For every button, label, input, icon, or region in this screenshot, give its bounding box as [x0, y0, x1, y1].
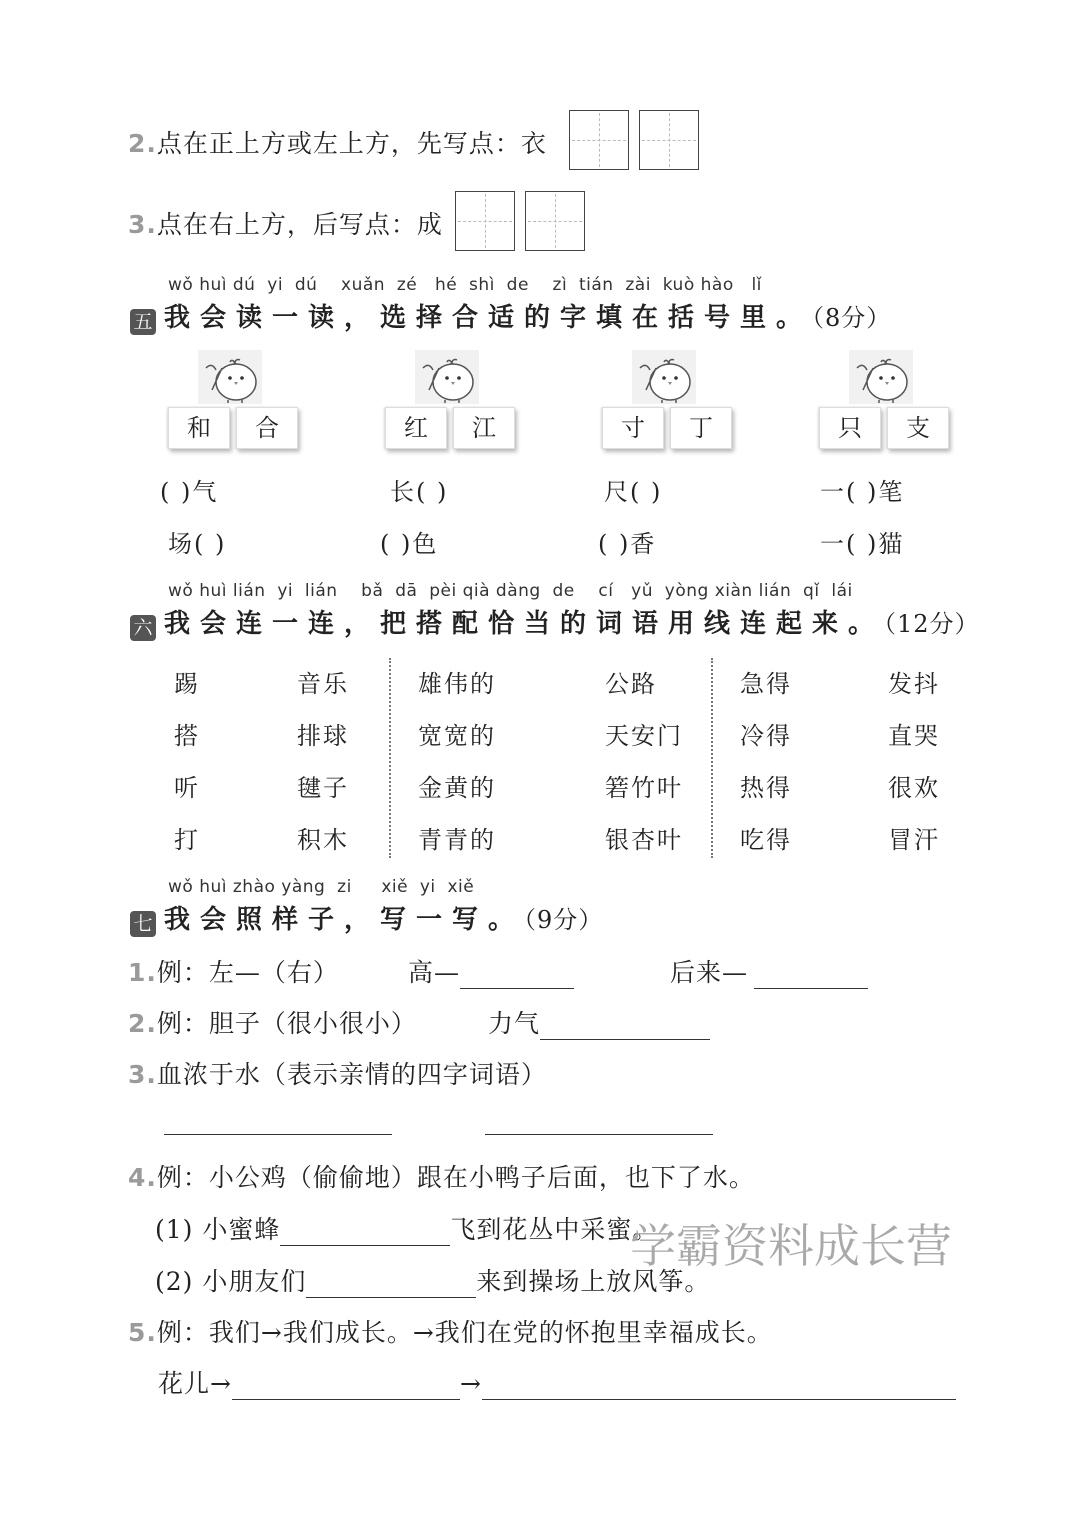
q4-s2-prefix: (2) 小朋友们	[155, 1267, 307, 1296]
column-divider	[389, 658, 391, 858]
char-card: 和	[168, 407, 230, 449]
match-word[interactable]: 排球	[297, 722, 349, 750]
question-4	[128, 1158, 755, 1194]
match-word[interactable]: 箬竹叶	[605, 774, 683, 802]
chick-icon	[849, 350, 913, 404]
match-word[interactable]: 搭	[174, 722, 200, 750]
section-7-heading	[130, 899, 603, 937]
writing-grid-box[interactable]	[639, 110, 699, 170]
q2-item-1-label: 力气	[488, 1009, 541, 1038]
answer-blank[interactable]	[164, 1134, 392, 1135]
rule-2-number: 2.	[128, 129, 157, 158]
section-5-badge: 五	[130, 309, 156, 335]
section-6-title	[164, 609, 980, 639]
match-word[interactable]: 毽子	[297, 774, 349, 802]
match-word[interactable]: 音乐	[297, 670, 349, 698]
q1-item-2	[670, 953, 868, 989]
match-word[interactable]: 直哭	[888, 722, 940, 750]
rule-2	[128, 124, 547, 160]
rule-3-number: 3.	[128, 210, 157, 239]
q5-answer	[158, 1364, 956, 1400]
match-word[interactable]: 银杏叶	[605, 826, 683, 854]
match-word[interactable]: 冷得	[740, 722, 792, 750]
fill-blank-item[interactable]: 尺( )	[604, 478, 663, 506]
char-card: 只	[819, 407, 881, 449]
char-card: 江	[453, 407, 515, 449]
section-5-heading	[130, 297, 891, 335]
answer-blank[interactable]	[540, 1011, 710, 1040]
chick-icon	[198, 350, 262, 404]
match-word[interactable]: 听	[174, 774, 200, 802]
fill-blank-item[interactable]: 场( )	[168, 530, 227, 558]
char-card: 寸	[602, 407, 664, 449]
q4-s2-suffix: 来到操场上放风筝。	[476, 1267, 711, 1296]
q2-example: 例：胆子（很小很小）	[156, 1009, 417, 1038]
match-word[interactable]: 发抖	[888, 670, 940, 698]
match-word[interactable]: 宽宽的	[418, 722, 496, 750]
match-word[interactable]: 很欢	[888, 774, 940, 802]
match-word[interactable]: 吃得	[740, 826, 792, 854]
chick-icon	[632, 350, 696, 404]
rule-3-text: 点在右上方，后写点：成	[156, 210, 443, 239]
match-word[interactable]: 打	[174, 826, 200, 854]
fill-blank-item[interactable]: ( )色	[380, 530, 439, 558]
answer-blank[interactable]	[460, 960, 574, 989]
match-word[interactable]: 急得	[740, 670, 792, 698]
q3-text: 血浓于水（表示亲情的四字词语）	[156, 1060, 547, 1089]
q4-example: 例：小公鸡（偷偷地）跟在小鸭子后面，也下了水。	[156, 1163, 755, 1192]
question-2	[128, 1004, 417, 1040]
section-5-title	[164, 303, 891, 333]
section-5-score: （8分）	[812, 304, 892, 332]
answer-blank[interactable]	[754, 960, 868, 989]
q5-example: 例：我们→我们成长。→我们在党的怀抱里幸福成长。	[156, 1318, 773, 1347]
match-word[interactable]: 冒汗	[888, 826, 940, 854]
q1-item-1-label: 高—	[408, 958, 461, 987]
answer-blank[interactable]	[306, 1269, 476, 1298]
q5-number: 5.	[128, 1318, 157, 1347]
q4-s1-suffix: 飞到花丛中采蜜。	[450, 1215, 659, 1244]
question-5	[128, 1313, 773, 1349]
chick-icon	[415, 350, 479, 404]
section-6-title-text: 我会连一连，把搭配恰当的词语用线连起来。	[164, 609, 885, 639]
char-card: 丁	[670, 407, 732, 449]
q5-start: 花儿→	[158, 1369, 232, 1398]
match-word[interactable]: 公路	[605, 670, 657, 698]
q3-number: 3.	[128, 1060, 157, 1089]
q4-number: 4.	[128, 1163, 157, 1192]
section-5-title-text: 我会读一读，选择合适的字填在括号里。	[164, 303, 813, 333]
char-card: 红	[385, 407, 447, 449]
answer-blank[interactable]	[232, 1371, 460, 1400]
writing-grid-box[interactable]	[569, 110, 629, 170]
answer-blank[interactable]	[280, 1217, 450, 1246]
q4-sentence-1	[155, 1210, 658, 1246]
match-word[interactable]: 青青的	[418, 826, 496, 854]
fill-blank-item[interactable]: ( )香	[598, 530, 657, 558]
answer-blank[interactable]	[485, 1134, 713, 1135]
char-card: 合	[236, 407, 298, 449]
match-word[interactable]: 热得	[740, 774, 792, 802]
writing-grid-box[interactable]	[525, 191, 585, 251]
match-word[interactable]: 踢	[174, 670, 200, 698]
section-6-badge: 六	[130, 615, 156, 641]
fill-blank-item[interactable]: ( )气	[160, 478, 219, 506]
section-7-score: （9分）	[524, 906, 604, 934]
section-6-heading	[130, 603, 980, 641]
match-word[interactable]: 天安门	[605, 722, 683, 750]
q1-number: 1.	[128, 958, 157, 987]
answer-blank[interactable]	[482, 1371, 956, 1400]
match-word[interactable]: 雄伟的	[418, 670, 496, 698]
char-card: 支	[887, 407, 949, 449]
q1-example: 例：左—（右）	[156, 958, 339, 987]
question-1	[128, 953, 339, 989]
q2-item-1	[488, 1004, 710, 1040]
section-7-title	[164, 905, 603, 935]
match-word[interactable]: 金黄的	[418, 774, 496, 802]
fill-blank-item[interactable]: 一( )猫	[820, 530, 905, 558]
section-7-badge: 七	[130, 911, 156, 937]
rule-2-text: 点在正上方或左上方，先写点：衣	[156, 129, 547, 158]
section-7-pinyin: wǒ huì zhào yàng zi xiě yi xiě	[168, 877, 475, 897]
section-6-pinyin: wǒ huì lián yi lián bǎ dā pèi qià dàng de cí yǔ yòng xiàn lián qǐ lái	[168, 581, 853, 601]
q1-item-1	[408, 953, 574, 989]
q1-item-2-label: 后来—	[670, 958, 749, 987]
q5-arrow: →	[459, 1369, 482, 1398]
q4-sentence-2	[155, 1262, 710, 1298]
section-5-pinyin: wǒ huì dú yi dú xuǎn zé hé shì de zì tián zài kuò hào lǐ	[168, 275, 762, 295]
section-7-title-text: 我会照样子，写一写。	[164, 905, 525, 935]
question-3	[128, 1055, 547, 1091]
q2-number: 2.	[128, 1009, 157, 1038]
fill-blank-item[interactable]: 长( )	[390, 478, 449, 506]
q4-s1-prefix: (1) 小蜜蜂	[155, 1215, 281, 1244]
column-divider	[711, 658, 713, 858]
writing-grid-box[interactable]	[455, 191, 515, 251]
fill-blank-item[interactable]: 一( )笔	[820, 478, 905, 506]
rule-3	[128, 205, 443, 241]
match-word[interactable]: 积木	[297, 826, 349, 854]
section-6-score: （12分）	[884, 610, 980, 638]
watermark-text: 学霸资料成长营	[630, 1219, 952, 1273]
